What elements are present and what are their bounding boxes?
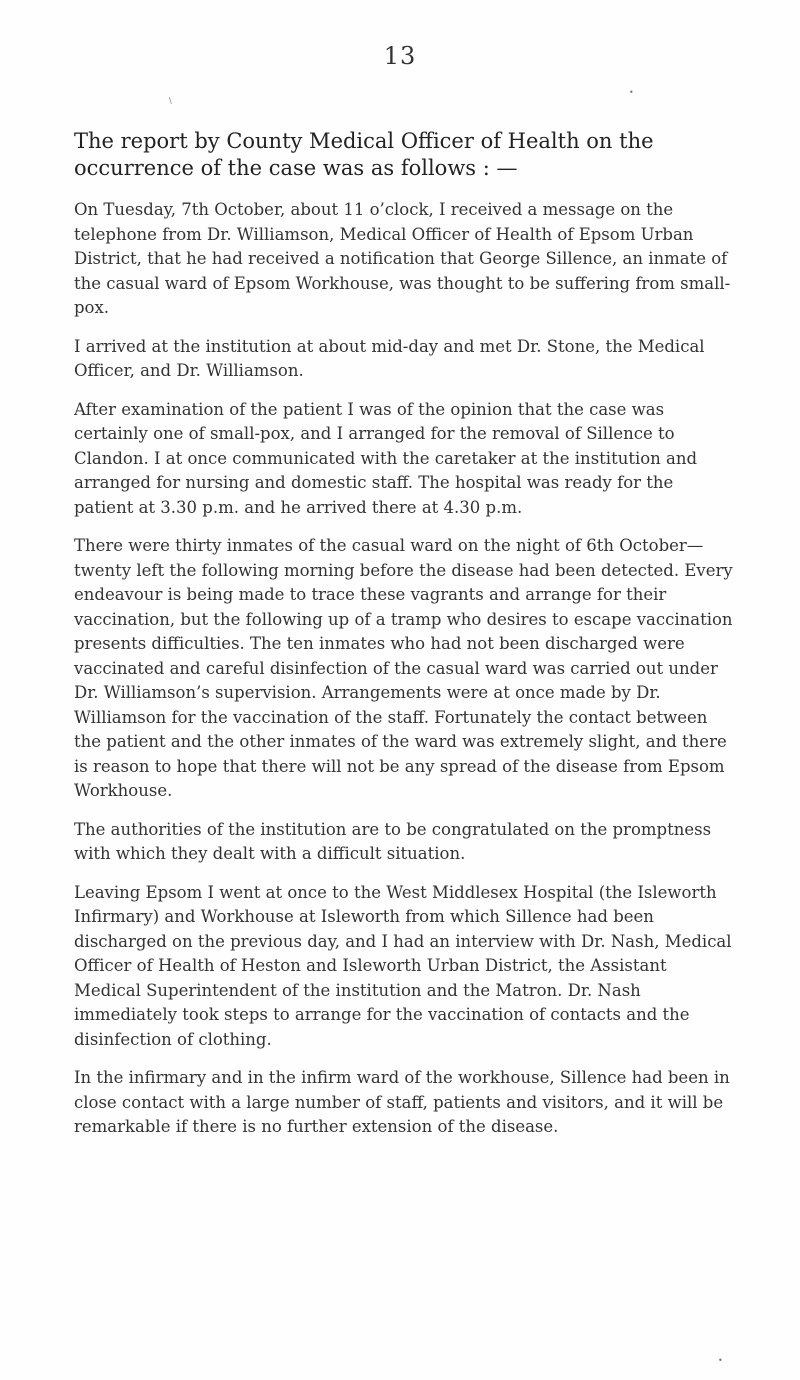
scan-speck: • — [718, 1356, 723, 1365]
paragraph-telephone-message: On Tuesday, 7th October, about 11 o’clock, I received a message on the telephone from Dr. Williamson, Medical Officer of Health of Epsom Urban District, that he had received a notification that George Sillence, an inmate of the casual ward of Epsom Workhouse, was thought to be suffering from small-pox. — [74, 200, 731, 317]
paragraph-arrival: I arrived at the institution at about mid-day and met Dr. Stone, the Medical Officer, and Dr. Williamson. — [74, 336, 705, 380]
paragraph-examination: After examination of the patient I was of the opinion that the case was certainly one of small-pox, and I arranged for the removal of Sillence to Clandon. I at once communicated with the caretaker at the institution and arranged for nursing and domestic staff. The hospital was ready for the patient at 3.30 p.m. and he arrived there at 4.30 p.m. — [74, 399, 698, 517]
scan-speck: • — [629, 88, 634, 97]
scan-speck: \ — [169, 96, 172, 105]
paragraph-casual-ward-inmates: There were thirty inmates of the casual ward on the night of 6th October—twenty left the following morning before the disease had been detected. Every endeavour is being made to trace these vagrants and arrange for their vaccination, but the following up of a tramp who desires to escape vaccination presents difficulties. The ten inmates who had not been discharged were vaccinated and careful disinfection of the casual ward was carried out under Dr. Williamson’s supervision. Arrangements were at once made by Dr. Williamson for the vaccination of the staff. Fortunately the contact between the patient and the other inmates of the ward was extremely slight, and there is reason to hope that there will not be any spread of the disease from Epsom Workhouse. — [74, 536, 733, 800]
report-intro: The report by County Medical Officer of Health on the occurrence of the case was as follows : — — [74, 129, 654, 180]
paragraph-isleworth-visit: Leaving Epsom I went at once to the West Middlesex Hospital (the Isleworth Infirmary) and Workhouse at Isleworth from which Sillence had been discharged on the previous day, and I had an interview with Dr. Nash, Medical Officer of Health of Heston and Isleworth Urban District, the Assistant Medical Superintendent of the institution and the Matron. Dr. Nash immediately took steps to arrange for the vaccination of contacts and the disinfection of clothing. — [74, 882, 732, 1049]
document-body — [74, 128, 736, 1154]
paragraph-authorities: The authorities of the institution are to be congratulated on the promptness with which they dealt with a difficult situation. — [74, 819, 712, 863]
paragraph-infirmary-contacts: In the infirmary and in the infirm ward of the workhouse, Sillence had been in close contact with a large number of staff, patients and visitors, and it will be remarkable if there is no further extension of the disease. — [74, 1068, 730, 1136]
page-number: 13 — [383, 42, 417, 70]
